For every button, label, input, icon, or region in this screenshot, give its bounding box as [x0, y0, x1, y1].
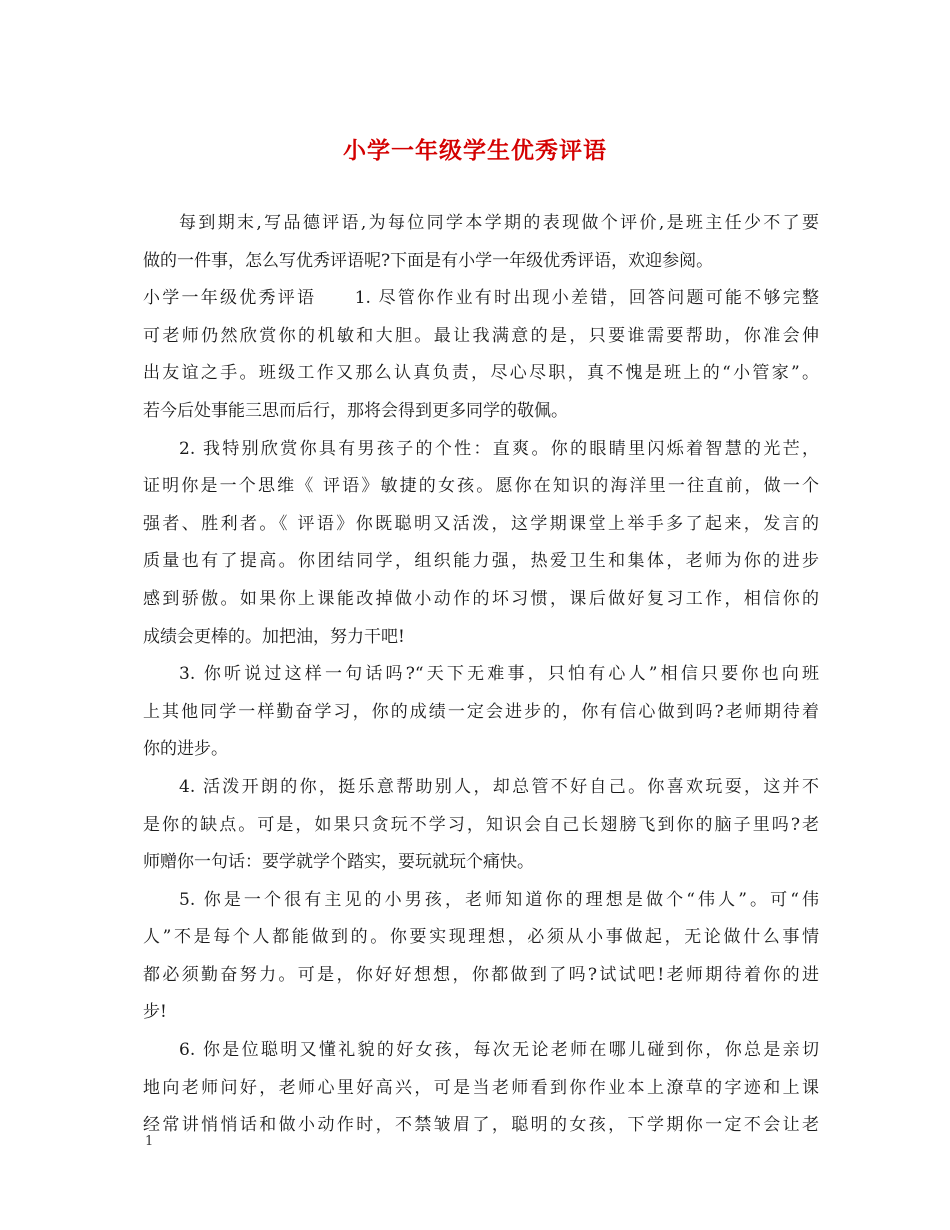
paragraph-line: 人”不是每个人都能做到的。你要实现理想，必须从小事做起，无论做什么事情 — [143, 927, 819, 948]
paragraph-line: 若今后处事能三思而后行，那将会得到更多同学的敬佩。 — [143, 400, 568, 421]
paragraph-line: 6. 你是位聪明又懂礼貌的好女孩，每次无论老师在哪儿碰到你，你总是亲切 — [179, 1040, 819, 1061]
paragraph-line: 师赠你一句话：要学就学个踏实，要玩就玩个痛快。 — [143, 852, 534, 873]
document-title: 小学一年级学生优秀评语 — [343, 137, 607, 164]
paragraph-line: 经常讲悄悄话和做小动作时，不禁皱眉了，聪明的女孩，下学期你一定不会让老 — [143, 1115, 819, 1136]
paragraph-line: 小学一年级优秀评语 1. 尽管你作业有时出现小差错，回答问题可能不够完整 — [143, 288, 819, 309]
paragraph-line: 感到骄傲。如果你上课能改掉做小动作的坏习惯，课后做好复习工作，相信你的 — [143, 588, 819, 609]
paragraph-line: 3. 你听说过这样一句话吗?“天下无难事，只怕有心人”相信只要你也向班 — [179, 664, 819, 685]
paragraph-line: 4. 活泼开朗的你，挺乐意帮助别人，却总管不好自己。你喜欢玩耍，这并不 — [179, 776, 819, 797]
paragraph-line: 2. 我特别欣赏你具有男孩子的个性：直爽。你的眼睛里闪烁着智慧的光芒， — [179, 438, 819, 459]
paragraph-line: 5. 你是一个很有主见的小男孩，老师知道你的理想是做个“伟人”。可“伟 — [179, 889, 819, 910]
paragraph-line: 做的一件事，怎么写优秀评语呢?下面是有小学一年级优秀评语，欢迎参阅。 — [143, 250, 714, 271]
document-body — [143, 205, 819, 1145]
paragraph-line: 每到期末,写品德评语,为每位同学本学期的表现做个评价,是班主任少不了要 — [179, 213, 819, 233]
paragraph-line: 强者、胜利者。《 评语》你既聪明又活泼，这学期课堂上举手多了起来，发言的 — [143, 513, 819, 534]
paragraph-line: 可老师仍然欣赏你的机敏和大胆。最让我满意的是，只要谁需要帮助，你准会伸 — [143, 325, 819, 346]
paragraph-line: 质量也有了提高。你团结同学，组织能力强，热爱卫生和集体，老师为你的进步 — [143, 551, 819, 572]
paragraph-line: 成绩会更棒的。加把油，努力干吧! — [143, 626, 405, 647]
paragraph-line: 出友谊之手。班级工作又那么认真负责，尽心尽职，真不愧是班上的“小管家”。 — [143, 363, 819, 384]
paragraph-line: 上其他同学一样勤奋学习，你的成绩一定会进步的，你有信心做到吗?老师期待着 — [143, 701, 819, 722]
paragraph-line: 步! — [143, 1002, 167, 1023]
paragraph-line: 是你的缺点。可是，如果只贪玩不学习，知识会自己长翅膀飞到你的脑子里吗?老 — [143, 814, 819, 835]
paragraph-line: 都必须勤奋努力。可是，你好好想想，你都做到了吗?试试吧!老师期待着你的进 — [143, 964, 819, 985]
paragraph-line: 地向老师问好，老师心里好高兴，可是当老师看到你作业本上潦草的字迹和上课 — [143, 1077, 819, 1098]
paragraph-line: 你的进步。 — [143, 739, 228, 760]
page-number: 1 — [145, 1134, 154, 1149]
paragraph-line: 证明你是一个思维《 评语》敏捷的女孩。愿你在知识的海洋里一往直前，做一个 — [143, 476, 819, 497]
